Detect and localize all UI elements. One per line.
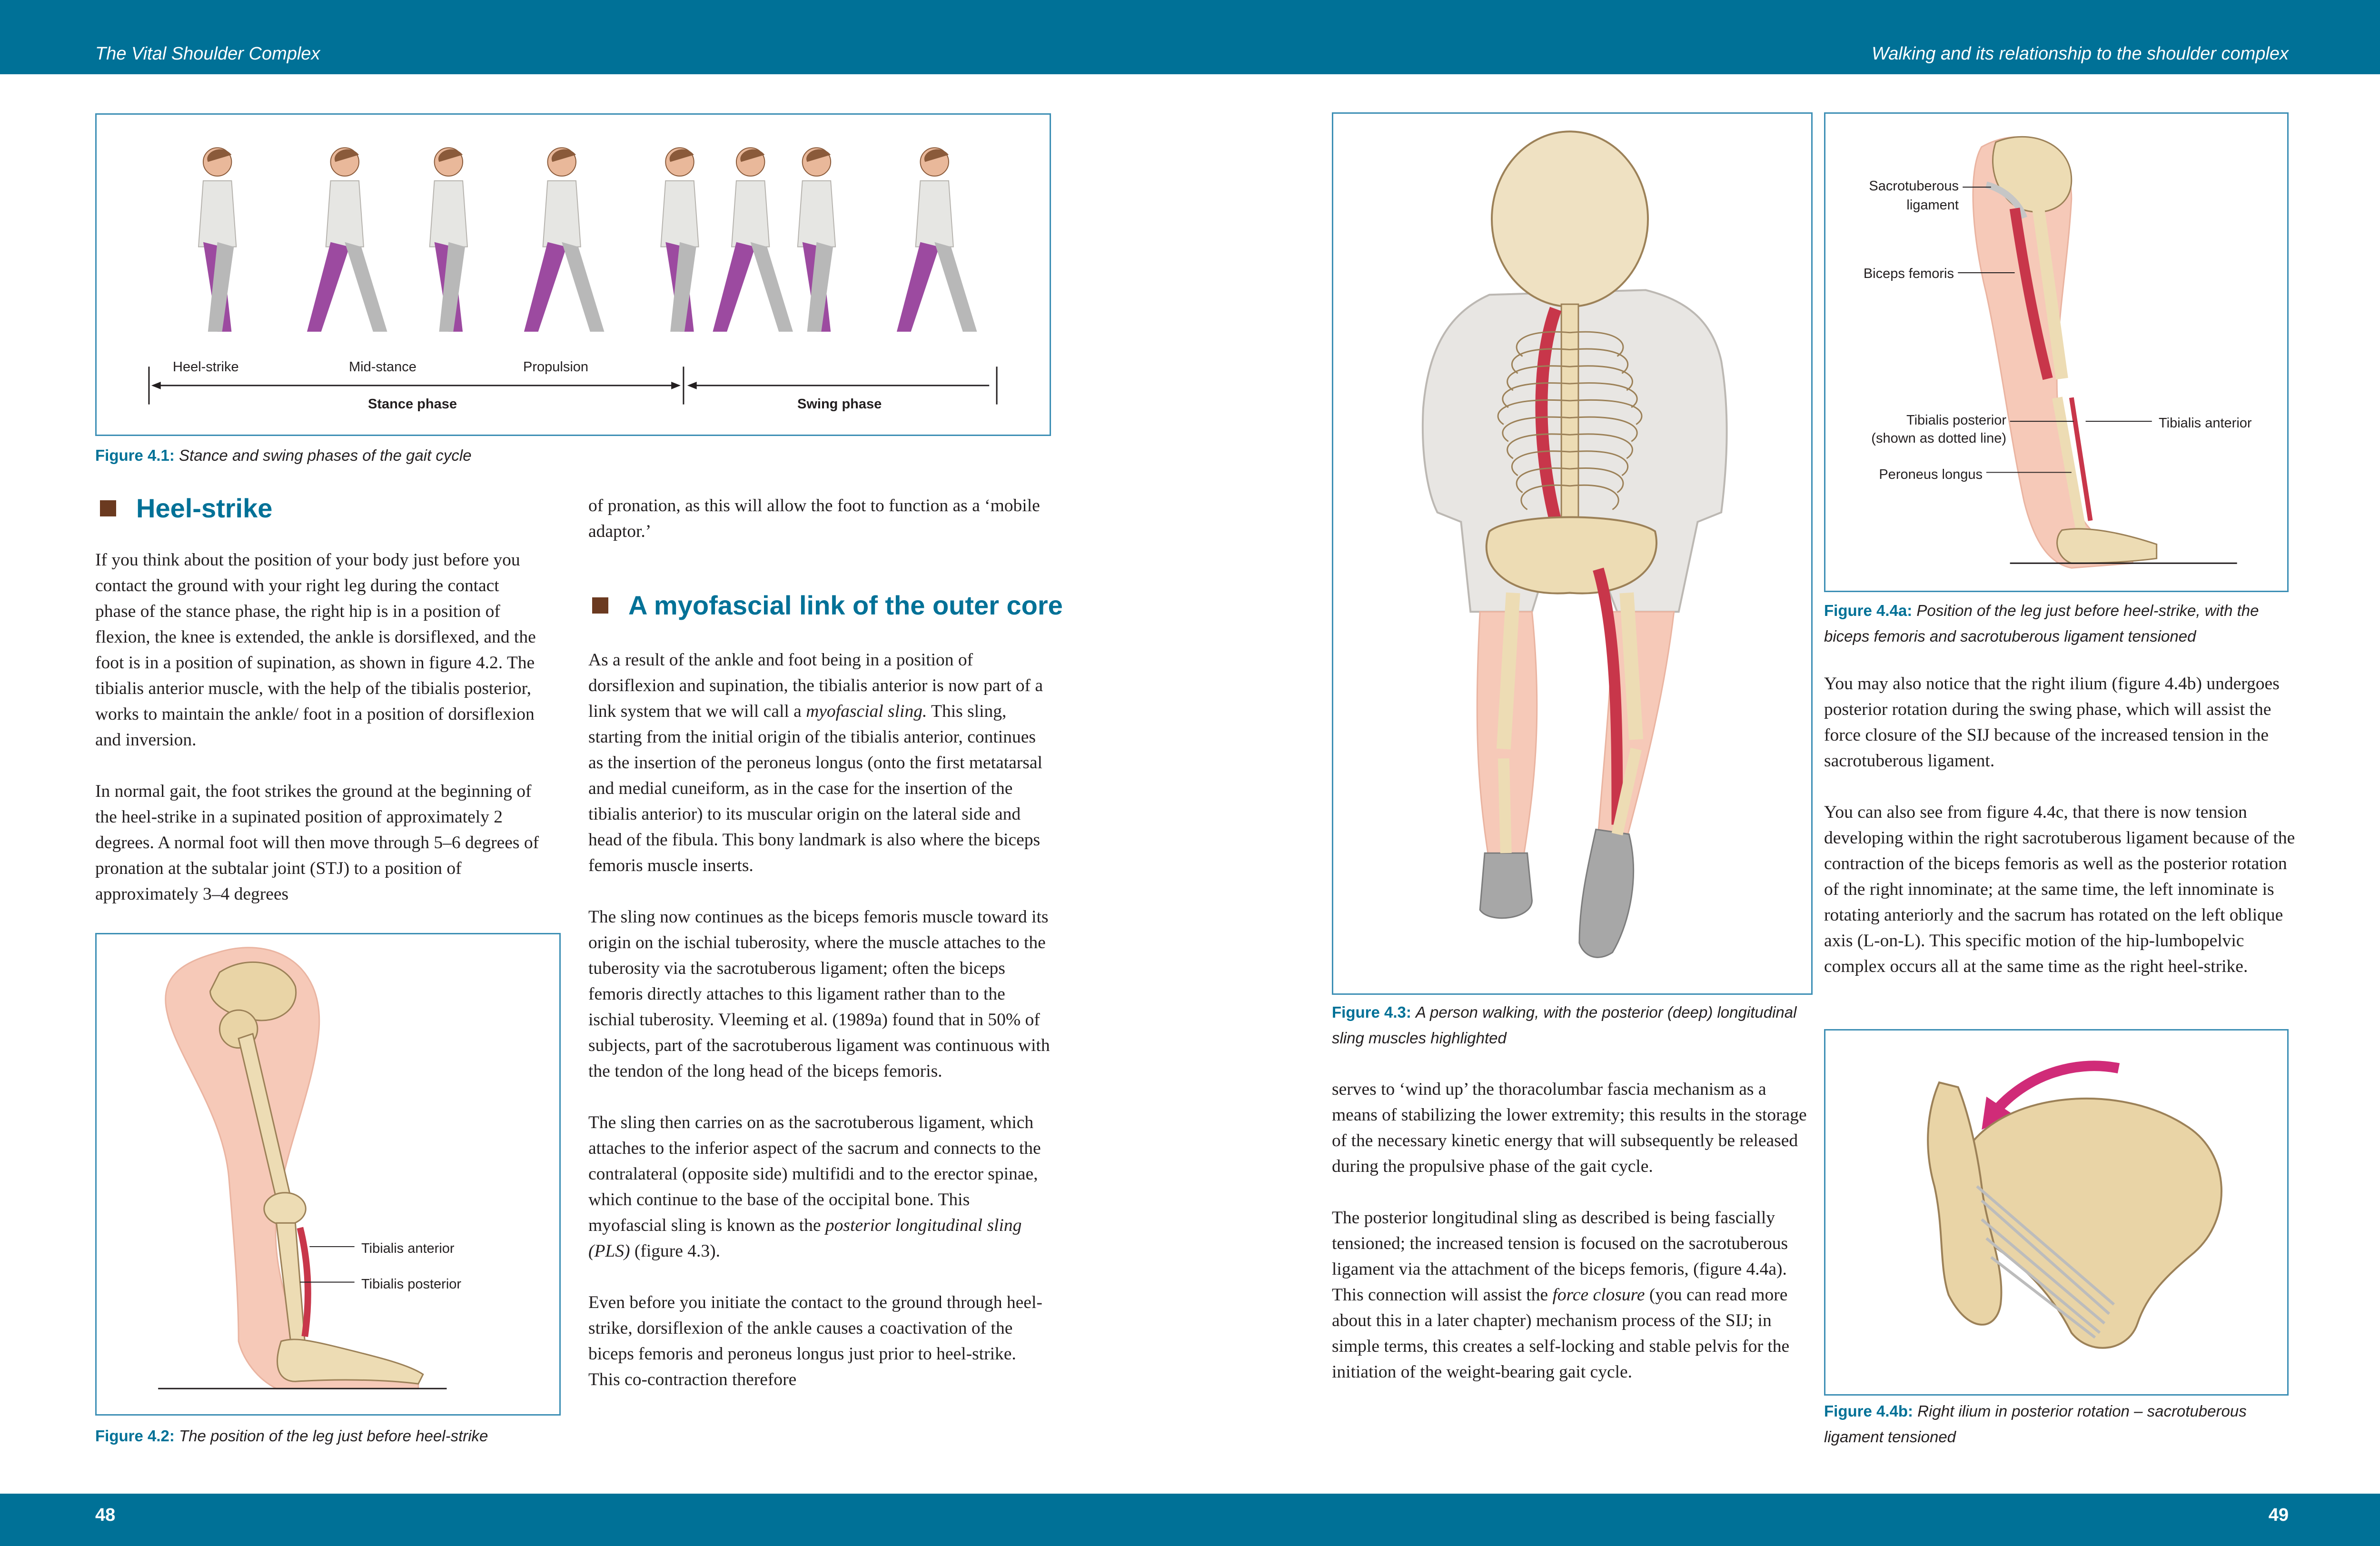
figure-4-2	[95, 933, 561, 1416]
label-tibialis-anterior-4-4a: Tibialis anterior	[2159, 416, 2252, 431]
caption-4-3-label: Figure 4.3:	[1332, 1003, 1411, 1021]
walker-figure	[661, 148, 698, 332]
walker-figure	[524, 148, 604, 332]
column-3-paragraph-1: serves to ‘wind up’ the thoracolumbar fascia mechanism as a means of stabilizing the lower extremity; this results in the storage of the necessary kinetic energy that will subsequently be released during the propulsive phase of the gait cycle.	[1332, 1080, 1807, 1176]
page-number-left: 48	[95, 1505, 116, 1525]
figure-4-3	[1332, 112, 1813, 995]
caption-4-3-text: A person walking, with the posterior (deep) longitudinal sling muscles highlighted	[1332, 1003, 1797, 1047]
gait-cycle-illustration	[97, 115, 1050, 435]
myofascial-paragraph-2: The sling now continues as the biceps femoris muscle toward its origin on the ischial tuberosity, where the muscle attaches to the tuberosity via the sacrotuberous ligament; often the biceps femoris directly attaches to this ligament rather than to the ischial tuberosity. Vleeming et al. (1989a) found that in 50% of subjects, part of the sacrotuberous ligament was continuous with the tendon of the long head of the biceps femoris.	[588, 907, 1050, 1081]
caption-4-4b-label: Figure 4.4b:	[1824, 1402, 1914, 1420]
caption-4-4b	[1824, 1398, 2295, 1450]
label-tibialis-anterior-4-2: Tibialis anterior	[361, 1241, 455, 1256]
ilium-posterior-rotation-illustration	[1825, 1031, 2287, 1394]
caption-4-2	[95, 1423, 571, 1449]
heading-heel-strike: Heel-strike	[100, 493, 272, 524]
caption-4-4b-text: Right ilium in posterior rotation – sacrotuberous ligament tensioned	[1824, 1402, 2247, 1446]
walker-figure	[897, 148, 977, 332]
caption-4-3	[1332, 1000, 1813, 1051]
running-head-right: Walking and its relationship to the shoulder complex	[1872, 44, 2289, 64]
bullet-square-icon	[592, 597, 608, 614]
footer-band	[0, 1494, 2380, 1546]
label-peroneus-longus: Peroneus longus	[1879, 467, 1983, 482]
column-3-paragraph-2: The posterior longitudinal sling as described is being fascially tensioned; the increased tension is focused on the sacrotuberous ligament via the attachment of the biceps femoris, (figure 4.4a). This connection will assist the force closure (you can read more about this in a later chapter) mechanism process of the SIJ; in simple terms, this creates a self-locking and stable pelvis for the initiation of the weight-bearing gait cycle.	[1332, 1208, 1790, 1382]
label-sacrotuberous-1: Sacrotuberous	[1869, 178, 1959, 194]
label-tibialis-posterior-2: (shown as dotted line)	[1871, 431, 2006, 446]
label-sacrotuberous-2: ligament	[1906, 198, 1959, 213]
figure-4-1	[95, 113, 1051, 436]
walker-figure	[713, 148, 793, 332]
walker-figure	[307, 148, 387, 332]
bullet-square-icon	[100, 500, 116, 516]
column-4-paragraph-1: You may also notice that the right ilium (figure 4.4b) undergoes posterior rotation during the swing phase, which will assist the force closure of the SIJ because of the increased tension in the sacrotuberous ligament.	[1824, 674, 2280, 771]
caption-4-2-label: Figure 4.2:	[95, 1427, 175, 1445]
column-4-paragraph-2: You can also see from figure 4.4c, that there is now tension developing within the right sacrotuberous ligament because of the contraction of the biceps femoris as well as the posterior rotation of the right innominate; at the same time, the left innominate is rotating anteriorly and the sacrum has rotated on the left oblique axis (L-on-L). This specific motion of the hip-lumbopelvic complex occurs all at the same time as the right heel-strike.	[1824, 803, 2295, 976]
walker-figure	[198, 148, 236, 332]
caption-4-1	[95, 443, 1057, 468]
column-4-text	[1824, 671, 2295, 980]
label-biceps-femoris: Biceps femoris	[1863, 266, 1954, 281]
label-heel-strike: Heel-strike	[173, 359, 239, 375]
walking-person-posterior-sling	[1333, 114, 1811, 993]
column-2-top-text	[588, 493, 1050, 545]
caption-4-2-text: The position of the leg just before heel-strike	[179, 1427, 488, 1445]
label-stance-phase: Stance phase	[368, 396, 457, 412]
running-head-left: The Vital Shoulder Complex	[95, 44, 320, 64]
continuation-paragraph: of pronation, as this will allow the foot to function as a ‘mobile adaptor.’	[588, 496, 1040, 541]
leg-heel-strike-illustration	[97, 934, 559, 1414]
figure-4-4a	[1824, 112, 2289, 592]
myofascial-paragraph-4: Even before you initiate the contact to the ground through heel-strike, dorsiflexion of the ankle causes a coactivation of the biceps femoris and peroneus longus just prior to heel-strike. This co-contraction therefore	[588, 1293, 1042, 1389]
column-3-text	[1332, 1077, 1808, 1385]
caption-4-4a	[1824, 598, 2295, 649]
heel-strike-paragraph-1: If you think about the position of your body just before you contact the ground with your right leg during the contact phase of the stance phase, the right hip is in a position of flexion, the knee is extended, the ankle is dorsiflexed, and the foot is in a position of supination, as shown in figure 4.2. The tibialis anterior muscle, with the help of the tibialis posterior, works to maintain the ankle/ foot in a position of dorsiflexion and inversion.	[95, 550, 536, 750]
label-swing-phase: Swing phase	[797, 396, 882, 412]
label-tibialis-posterior-4-2: Tibialis posterior	[361, 1277, 462, 1292]
figure-4-4b	[1824, 1029, 2289, 1396]
caption-4-4a-label: Figure 4.4a:	[1824, 602, 1913, 619]
caption-4-1-text: Stance and swing phases of the gait cycle	[179, 446, 472, 464]
myofascial-paragraph-3: The sling then carries on as the sacrotuberous ligament, which attaches to the inferior aspect of the sacrum and connects to the contralateral (opposite side) multifidi and to the erector spinae, which continue to the base of the occipital bone. This myofascial sling is known as the posterior longitudinal sling (PLS) (figure 4.3).	[588, 1113, 1041, 1261]
label-propulsion: Propulsion	[523, 359, 589, 375]
walker-figure	[430, 148, 467, 332]
label-mid-stance: Mid-stance	[349, 359, 416, 375]
caption-4-1-label: Figure 4.1:	[95, 446, 175, 464]
column-1-text	[95, 547, 543, 907]
caption-4-4a-text: Position of the leg just before heel-strike, with the biceps femoris and sacrotuberous ligament tensioned	[1824, 602, 2259, 645]
myofascial-paragraph-1: As a result of the ankle and foot being in a position of dorsiflexion and supination, the tibialis anterior is now part of a link system that we will call a myofascial sling. This sling, starting from the initial origin of the tibialis anterior, continues as the insertion of the peroneus longus (onto the first metatarsal and medial cuneiform, as in the case for the insertion of the tibialis anterior) to its muscular origin on the lateral side and head of the fibula. This bony landmark is also where the biceps femoris muscle inserts.	[588, 650, 1043, 875]
heading-myofascial-link: A myofascial link of the outer core	[592, 590, 1063, 621]
heel-strike-paragraph-2: In normal gait, the foot strikes the ground at the beginning of the heel-strike in a supinated position of approximately 2 degrees. A normal foot will then move through 5–6 degrees of pronation at the subtalar joint (STJ) to a position of approximately 3–4 degrees	[95, 782, 539, 904]
walker-figure	[798, 148, 835, 332]
column-2-text	[588, 647, 1050, 1393]
page-number-right: 49	[2268, 1505, 2289, 1525]
label-tibialis-posterior-1: Tibialis posterior	[1906, 413, 2006, 428]
